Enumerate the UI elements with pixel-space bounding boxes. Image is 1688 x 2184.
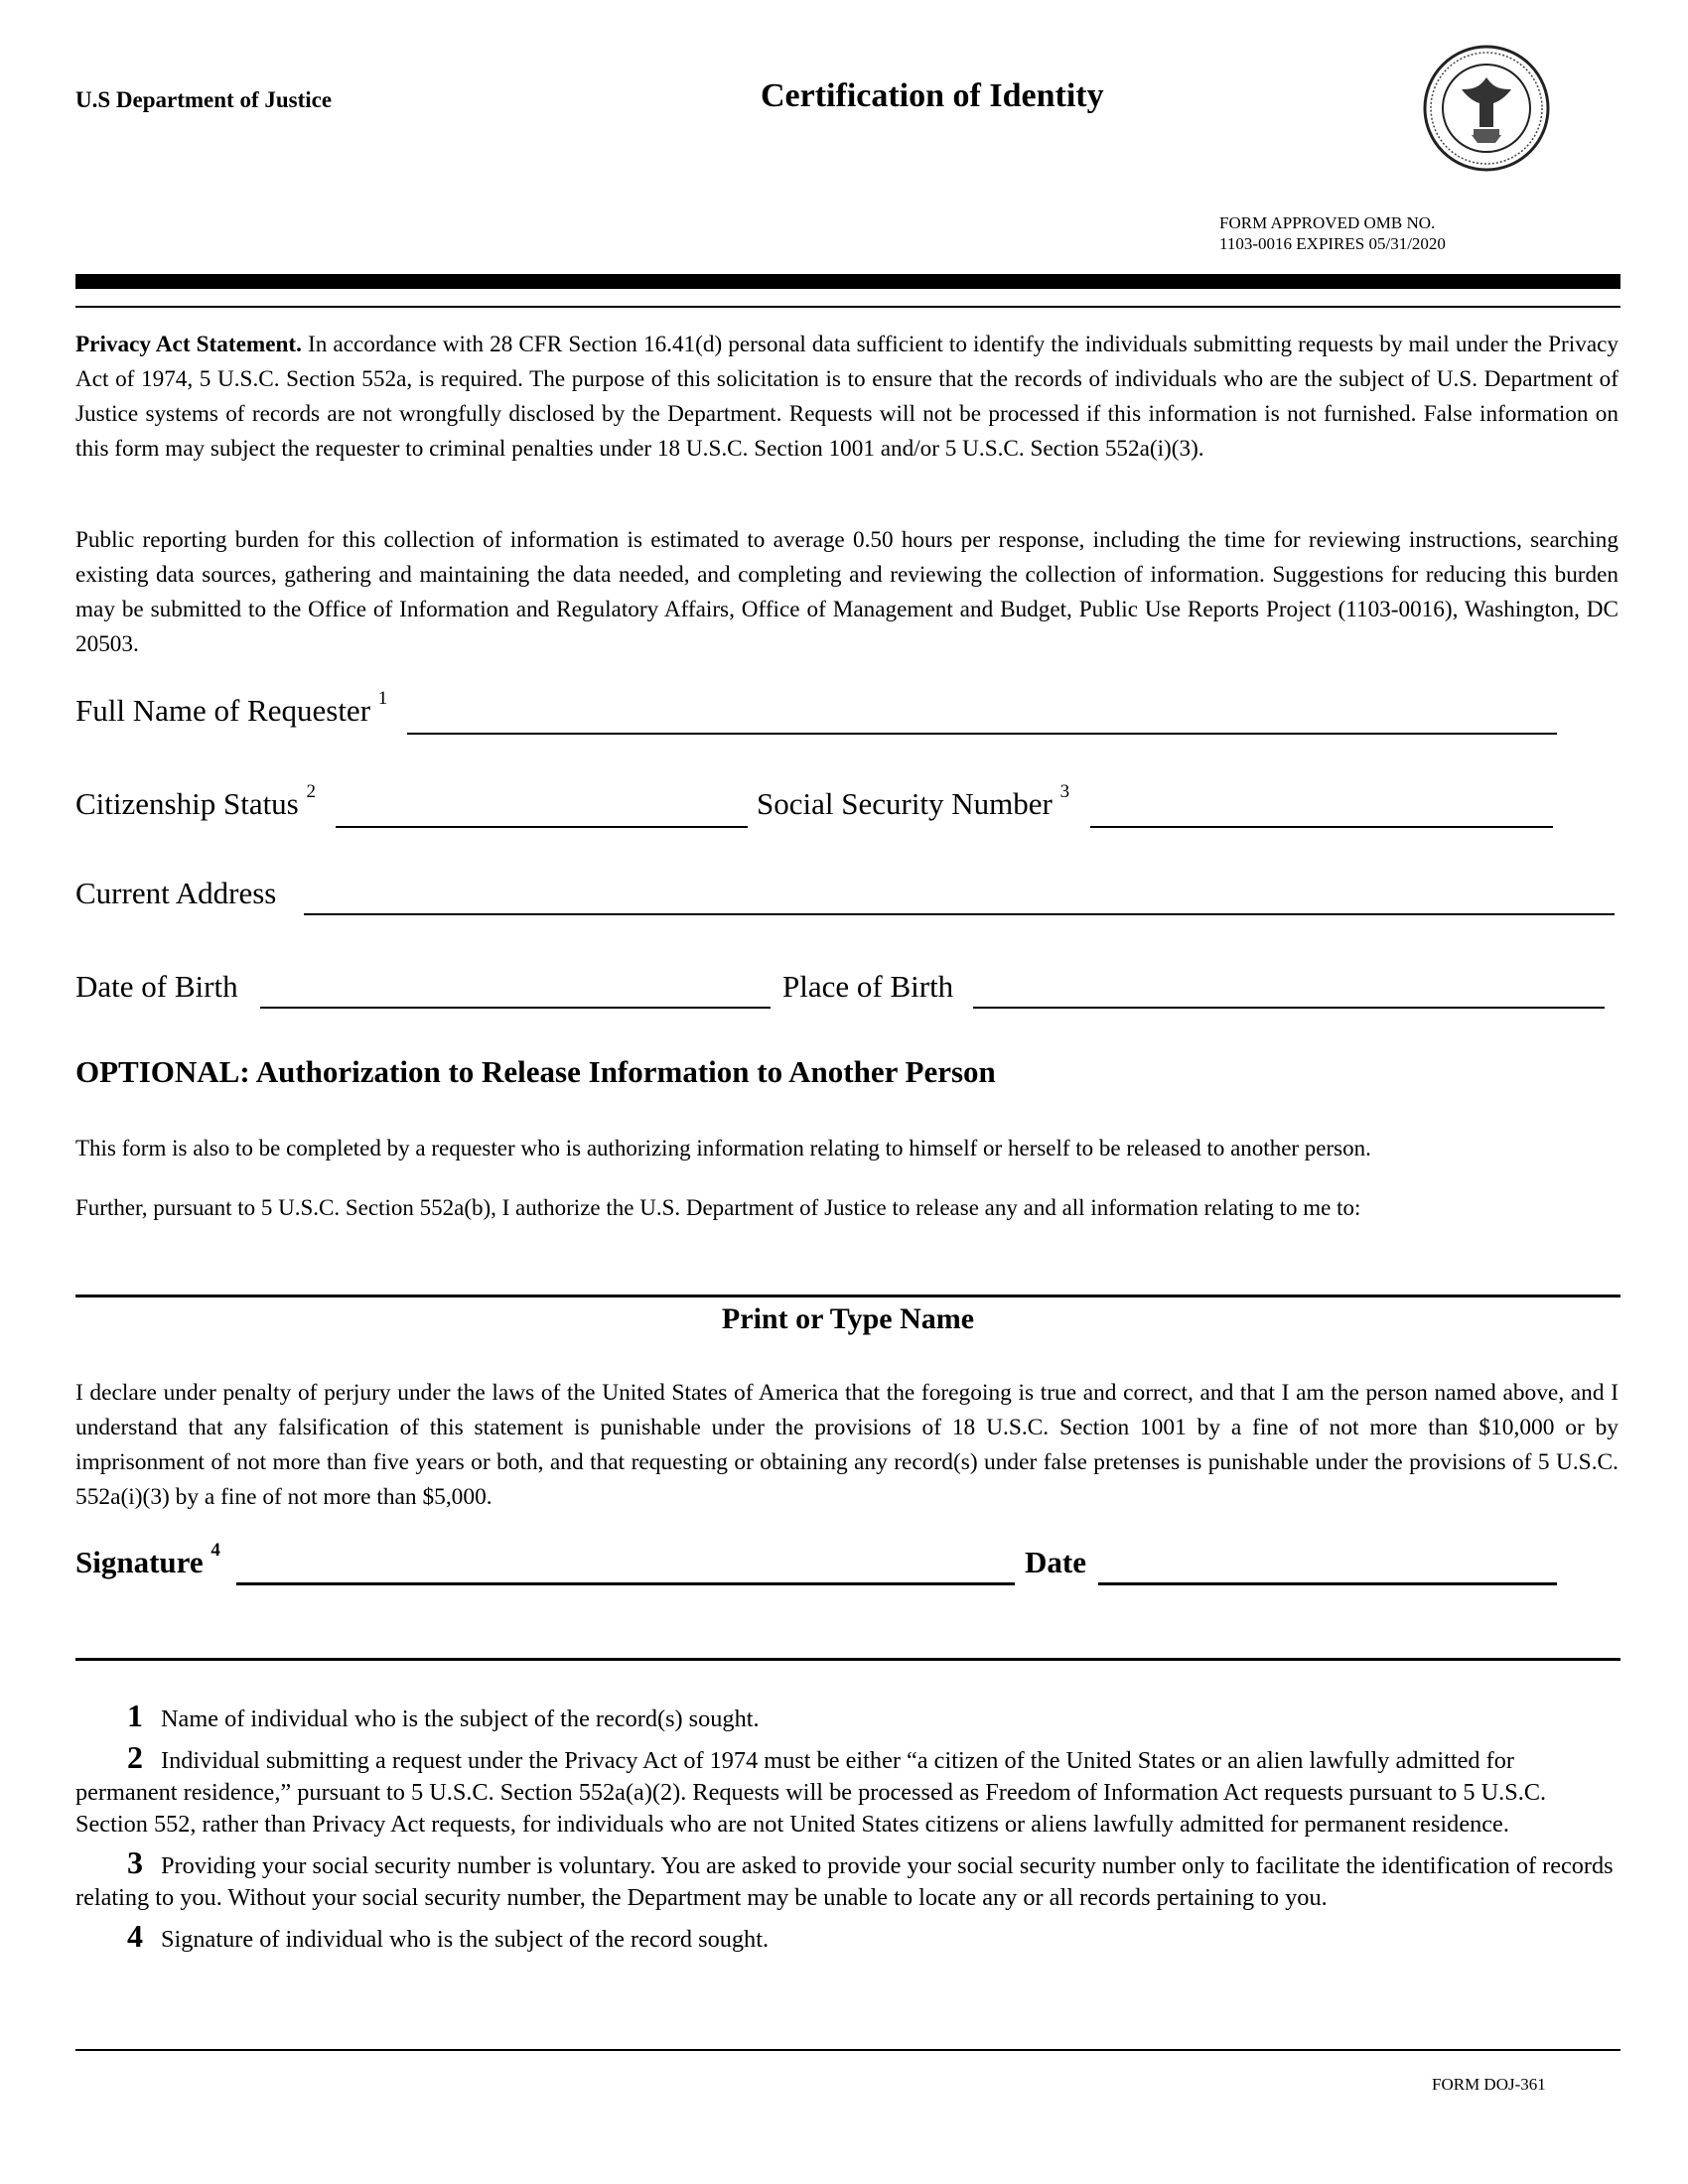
header-thin-rule [75, 306, 1620, 308]
footnote-4: 4 Signature of individual who is the subject of the record sought. [127, 1918, 770, 1954]
bottom-rule [75, 2049, 1620, 2051]
footnote-2: 2 Individual submitting a request under the Privacy Act of 1974 must be either “a citizen of the United States or an alien lawfully admitted for permanent residence,” pursuant to 5 U.S.C. Section 552a(a)(2). Requests will be processed as Freedom of Information Act requests pursuant to 5 U.S.C. Section 552, rather than Privacy Act requests, for individuals who are not United States citizens or aliens lawfully admitted for permanent residence. [75, 1739, 1547, 1838]
footnote-3: 3 Providing your social security number is voluntary. You are asked to provide your social security number only to facilitate the identification of records relating to you. Without your social security number, the Department may be unable to locate any or all records pertaining to you. [75, 1844, 1614, 1911]
doj-seal-icon [1422, 44, 1551, 173]
citizenship-field[interactable] [336, 826, 748, 828]
address-field[interactable] [304, 913, 1615, 915]
signature-label: Signature $^4$ [75, 1540, 220, 1579]
header-thick-rule [75, 274, 1620, 289]
footnote-ref-3: 3 [1059, 781, 1070, 802]
print-name-caption: Print or Type Name [721, 1302, 975, 1335]
ssn-field[interactable] [1090, 826, 1553, 828]
form-title: Certification of Identity [761, 77, 1104, 114]
citizenship-label: Citizenship Status $^2$ [75, 781, 316, 821]
ssn-label: Social Security Number $^3$ [757, 781, 1070, 821]
pob-field[interactable] [973, 1007, 1605, 1009]
perjury-declaration: I declare under penalty of perjury under the laws of the United States of America that the foregoing is true and correct, and that I am the person named above, and I understand that any falsification of this statement is punishable under the provisions of 18 U.S.C. Section 1001 by a fine of not more than $10,000 or by imprisonment of not more than five years or both, and that requesting or obtaining any record(s) under false pretenses is punishable under the provisions of 5 U.S.C. 552a(i)(3) by a fine of not more than $5,000. [75, 1380, 1618, 1510]
footnotes-divider [75, 1658, 1620, 1661]
date-label: Date [1025, 1545, 1086, 1579]
footnote-ref-4: 4 [211, 1540, 220, 1561]
optional-line-1: This form is also to be completed by a requester who is authorizing information relating to himself or herself to be released to another person. [75, 1136, 1371, 1160]
privacy-act-text: In accordance with 28 CFR Section 16.41(d) personal data sufficient to identify the individuals submitting requests by mail under the Privacy Act of 1974, 5 U.S.C. Section 552a, is required. The purpose of this solicitation is to ensure that the records of individuals who are the subject of U.S. Department of Justice systems of records are not wrongfully disclosed by the Department. Requests will not be processed if this information is not furnished. False information on this form may subject the requester to criminal penalties under 18 U.S.C. Section 1001 and/or 5 U.S.C. Section 552a(i)(3). [75, 332, 1618, 462]
privacy-act-heading: Privacy Act Statement. [75, 332, 302, 357]
footnote-1: 1 Name of individual who is the subject of the record(s) sought. [127, 1698, 760, 1733]
dob-field[interactable] [260, 1007, 771, 1009]
dob-label: Date of Birth [75, 969, 238, 1004]
omb-approval [1219, 212, 1446, 254]
date-field[interactable] [1098, 1582, 1557, 1585]
privacy-act-statement [75, 328, 1618, 467]
full-name-label: Full Name of Requester $^1$ [75, 688, 388, 728]
release-to-name-field[interactable] [75, 1295, 1620, 1297]
footnote-ref-1: 1 [377, 688, 388, 709]
optional-section-heading: OPTIONAL: Authorization to Release Information to Another Person [75, 1054, 996, 1089]
agency-name: U.S Department of Justice [75, 87, 333, 112]
burden-statement: Public reporting burden for this collection of information is estimated to average 0.50 hours per response, including the time for reviewing instructions, searching existing data sources, gathering and maintaining the data needed, and completing and reviewing the collection of information. Suggestions for reducing this burden may be submitted to the Office of Information and Regulatory Affairs, Office of Management and Budget, Public Use Reports Project (1103-0016), Washington, DC 20503. [75, 527, 1618, 657]
signature-field[interactable] [236, 1582, 1015, 1585]
full-name-field[interactable] [407, 733, 1557, 735]
form-number: FORM DOJ-361 [1432, 2075, 1546, 2094]
address-label: Current Address [75, 876, 277, 910]
omb-line-2: 1103-0016 EXPIRES 05/31/2020 [1219, 234, 1446, 253]
footnote-ref-2: 2 [306, 781, 316, 802]
footnotes [75, 1700, 1620, 1962]
omb-line-1: FORM APPROVED OMB NO. [1219, 213, 1436, 232]
pob-label: Place of Birth [782, 969, 954, 1004]
optional-line-2: Further, pursuant to 5 U.S.C. Section 552a(b), I authorize the U.S. Department of Justice to release any and all information relating to me to: [75, 1195, 1361, 1220]
